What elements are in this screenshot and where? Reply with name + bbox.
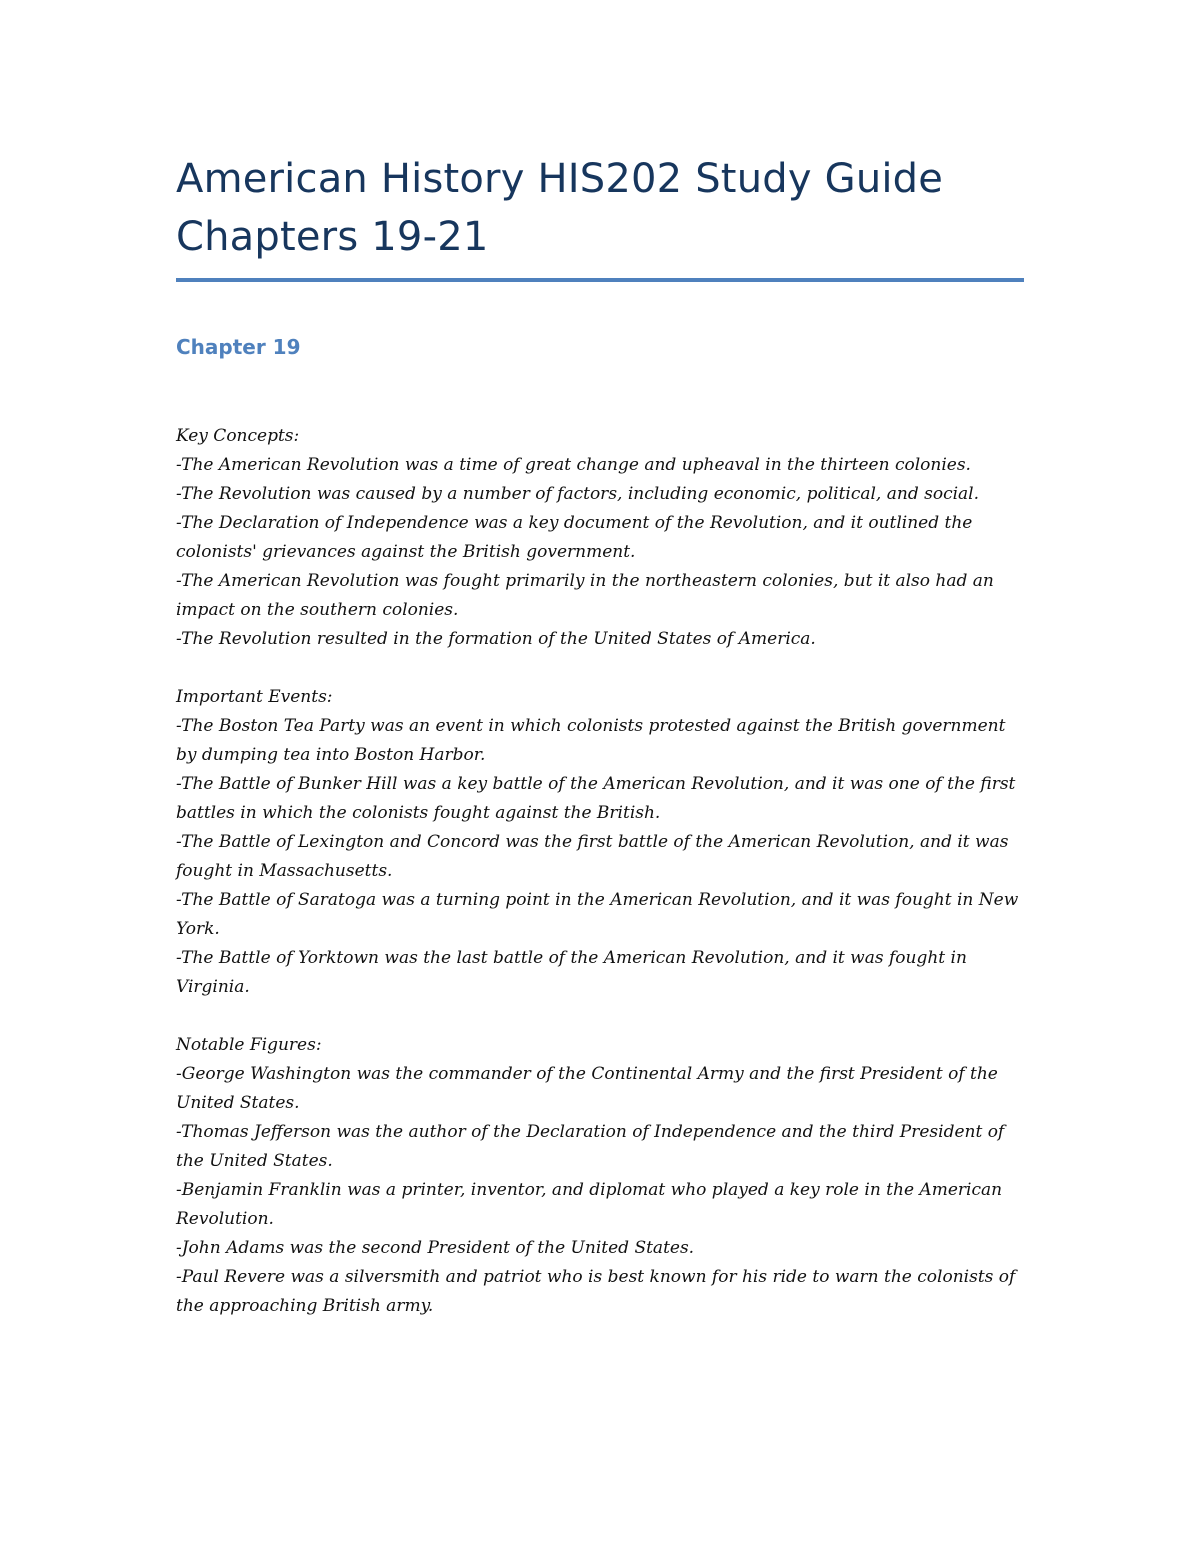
title-underline-rule	[176, 278, 1024, 282]
list-item: -The Battle of Yorktown was the last battle of the American Revolution, and it was fought in Virginia.	[176, 948, 967, 997]
list-item: -Benjamin Franklin was a printer, inventor, and diplomat who played a key role in the American Revolution.	[176, 1180, 1003, 1229]
list-item: -Thomas Jefferson was the author of the Declaration of Independence and the third President of the United States.	[176, 1122, 1005, 1171]
list-item: -George Washington was the commander of the Continental Army and the first President of the United States.	[176, 1064, 998, 1113]
section-notable-figures	[176, 1031, 1024, 1321]
list-item: -The Battle of Lexington and Concord was the first battle of the American Revolution, and it was fought in Massachusetts.	[176, 832, 1009, 881]
list-item: -The American Revolution was a time of great change and upheaval in the thirteen colonies.	[176, 455, 971, 475]
list-item: -The Declaration of Independence was a key document of the Revolution, and it outlined the colonists' grievances against the British government.	[176, 513, 973, 562]
list-item: -The Battle of Saratoga was a turning point in the American Revolution, and it was fought in New York.	[176, 890, 1019, 939]
list-item: -Paul Revere was a silversmith and patriot who is best known for his ride to warn the colonists of the approaching British army.	[176, 1267, 1016, 1316]
list-item: -The Boston Tea Party was an event in which colonists protested against the British government by dumping tea into Boston Harbor.	[176, 716, 1006, 765]
list-item: -The Revolution resulted in the formation of the United States of America.	[176, 629, 816, 649]
title-line-2: Chapters 19-21	[176, 214, 489, 260]
section-label: Notable Figures:	[176, 1035, 322, 1055]
section-key-concepts	[176, 422, 1024, 654]
document-content	[176, 150, 1024, 1350]
section-label: Important Events:	[176, 687, 333, 707]
section-important-events	[176, 683, 1024, 1002]
title-line-1: American History HIS202 Study Guide	[176, 156, 944, 202]
list-item: -The Battle of Bunker Hill was a key battle of the American Revolution, and it was one of the first battles in which the colonists fought against the British.	[176, 774, 1016, 823]
list-item: -The American Revolution was fought primarily in the northeastern colonies, but it also had an impact on the southern colonies.	[176, 571, 994, 620]
sections-container	[176, 422, 1024, 1321]
list-item: -The Revolution was caused by a number of factors, including economic, political, and social.	[176, 484, 980, 504]
list-item: -John Adams was the second President of the United States.	[176, 1238, 695, 1258]
chapter-heading: Chapter 19	[176, 335, 301, 359]
document-title	[176, 150, 1024, 266]
section-label: Key Concepts:	[176, 426, 300, 446]
